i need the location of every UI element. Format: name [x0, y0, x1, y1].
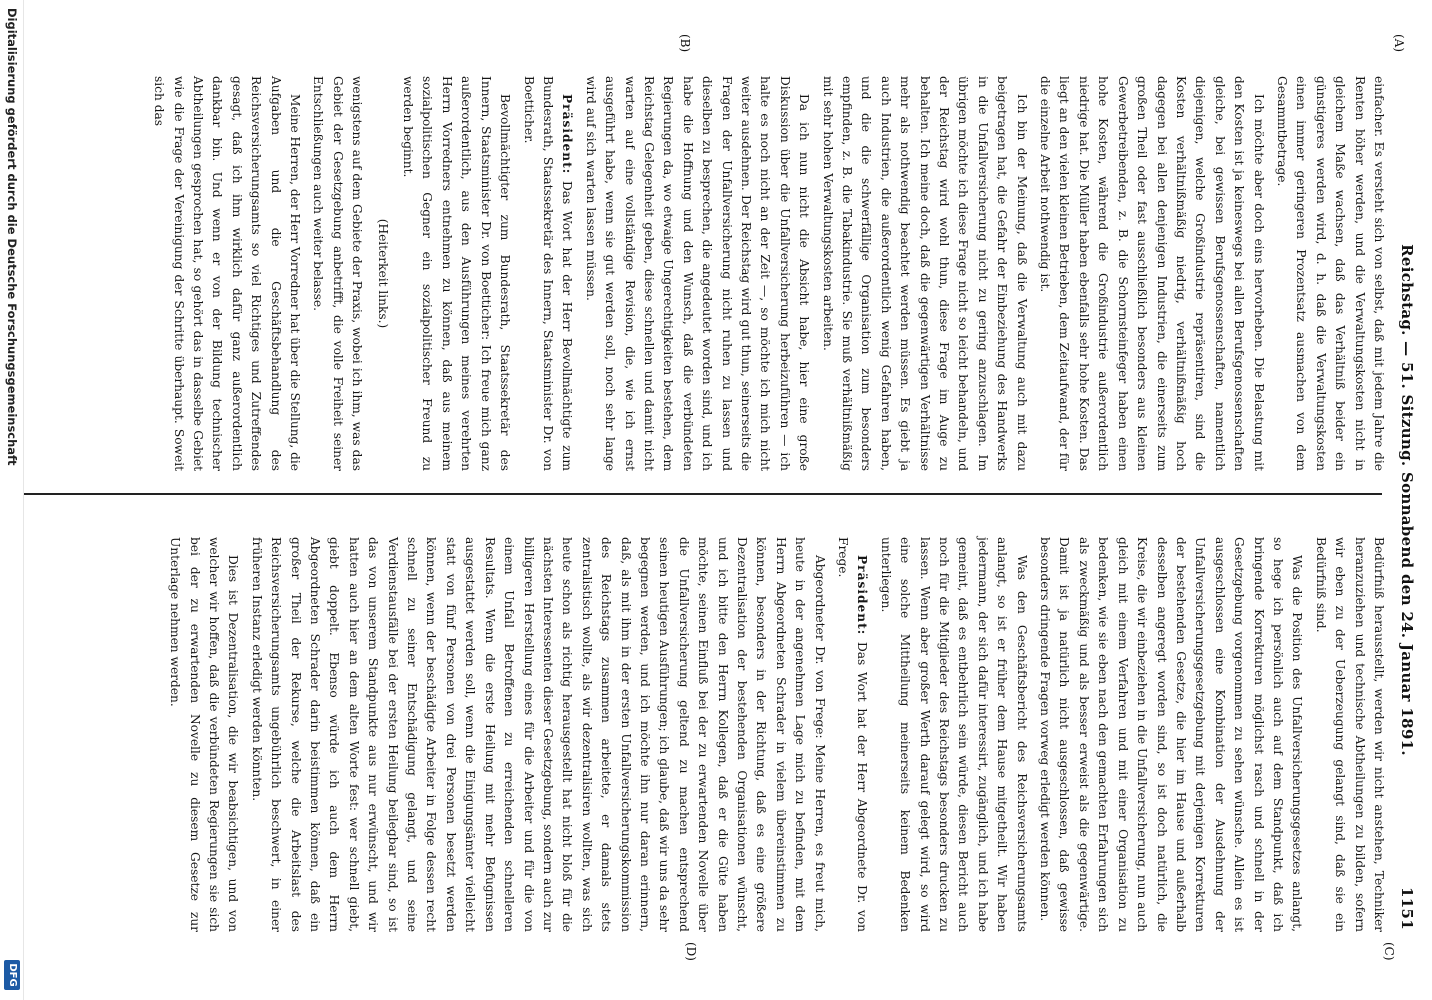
paragraph: wenigstens auf dem Gebiete der Praxis, wobei ich ihm, was das Gebiet der Gesetzgebung anbetrifft, die volle Freiheit seiner Entschließungen auch weiter belasse.	[311, 76, 365, 471]
paragraph: Was den Geschäftsbericht des Reichsversicherungsamts anlangt, so ist er früher dem Hause mitgetheilt. Wir haben jedermann, der sich dafür interessirt, zugänglich, und ich habe gemeint, daß es entbehrlich sein würde, diesen Bericht auch noch für die Mitglieder des Reichstags besonders drucken zu lassen. Wenn aber großer Werth darauf gelegt wird, so wird eine solche Mittheilung meinerseits keinem Bedenken unterliegen.	[878, 537, 1029, 932]
paragraph: Was die Position des Unfallversicherungsgesetzes anlangt, so hege ich persönlich auch auf dem Standpunkt, daß ich bringende Korrekturen möglichst rasch und schnell in der Gesetzgebung vorgenommen zu sehen wünsche. Allein es ist ausgeschlossen eine Kombination der Ausdehnung der Unfallversicherungsgesetzgebung mit derjenigen Korrekturen der bestehenden Gesetze, die hier im Hause und außerhalb desselben angeregt worden sind, so ist doch natürlich, die Kreise, die wir einbeziehen in die Unfallversicherung, nun auch gleich mit einem Verfahren und mit einer Organisation zu bedenken, wie sie eben nach den gemachten Erfahrungen sich als zweckmäßig und als besser erweist als die gegenwärtige. Damit ist ja natürlich nicht ausgeschlossen, daß gewisse besonders dringende Fragen vorweg erledigt werden können.	[1038, 537, 1305, 932]
stage-remark: (Heiterkeit links.)	[375, 218, 390, 329]
speaker-label: Präsident:	[855, 555, 870, 636]
speech-text: Das Wort hat der Herr Bevollmächtigte zum Bundesrath, Staatssekretär des Innern, Staatsminister Dr. von Boetticher.	[521, 76, 575, 471]
paragraph: Da ich nun nicht die Absicht habe, hier eine große Diskussion über die Unfallversicherung herbeizuführen — ich halte es noch nicht an der Zeit —, so möchte ich mich nicht weiter ausdehnen. Der Reichstag wird gut thun, seinerseits die Fragen der Unfallversicherung nicht ruhen zu lassen und dieselben zu besprechen, die angedeutet worden sind, und ich habe die Hoffnung und den Wunsch, daß die verbündeten Regierungen da, wo etwaige Ungerechtigkeiten bestehen, dem Reichstag Gelegenheit geben, diese schnellen und damit nicht warten auf eine vollständige Revision, die, wie ich ernst ausgeführt habe, wenn sie gut werden soll, noch sehr lange wird auf sich warten lassen müssen.	[583, 76, 812, 471]
speech-paragraph	[833, 537, 872, 932]
paragraph: Dies ist Dezentralisation, die wir beabsichtigen, und von welcher wir hoffen, daß die verbündeten Regierungen sie sich bei der zu erwartenden Novelle zu diesem Gesetze zur Unterlage nehmen werden.	[168, 537, 241, 932]
digitization-footer	[0, 0, 24, 1000]
block-marker-a: (A)	[1392, 34, 1406, 53]
speech-text: Das Wort hat der Herr Abgeordnete Dr. von Frege.	[836, 537, 870, 933]
block-marker-d: (D)	[684, 942, 698, 961]
running-head	[1394, 70, 1416, 930]
speaker-label: Präsident:	[560, 94, 575, 175]
block-marker-c: (C)	[1382, 942, 1396, 961]
funding-notice: Digitalisierung gefördert durch die Deutsche Forschungsgemeinschaft	[5, 8, 19, 466]
block-marker-b: (B)	[678, 34, 692, 53]
paragraph: Bedürfniß herausstellt, werden wir nicht anstehen, Techniker heranzuziehen und technische Abtheilungen zu bilden, sofern wir eben zu der Ueberzeugung gelangt sind, daß sie ein Bedürfniß sind.	[1313, 537, 1386, 932]
paragraph: Ich möchte aber doch eins hervorheben. Die Belastung mit den Kosten ist ja keineswegs bei allen Berufsgenossenschaften gleiche, bei gewissen Berufsgenossenschaften, namentlich diejenigen, welche Großindustrie repräsentiren, sind die Kosten verhältnißmäßig niedrig, verhältnißmäßig hoch dagegen bei allen denjenigen Industrien, die einerseits zum großen Theil oder fast ausschließlich besonders aus kleinen Gewerbetreibenden, z. B. die Schornsteinfeger haben einen hohe Kosten, während die Großindustrie außerordentlich niedrige hat. Die Müller haben ebenfalls sehr hohe Kosten. Das liegt an den vielen kleinen Betrieben, dem Zeitaufwand, der für die einzelne Arbeit nothwendig ist.	[1038, 76, 1266, 471]
left-column	[8, 76, 1388, 471]
paragraph: Ich bin der Meinung, daß die Verwaltung auch mit dazu beigetragen hat, die Gefahr der Einbeziehung des Handwerks in die Unfallversicherung nicht zu gering anzuschlagen. Im übrigen möchte ich diese Frage nicht so leicht behandeln, und der Reichstag wird wohl thun, diese Frage im Auge zu behalten. Ich meine doch, daß die gegenwärtigen Verhältnisse mehr als nothwendig beachtet werden müssen. Es giebt ja auch Industrien, die außerordentlich wenig Gefahren haben, und die die schwerfällige Organisation zum besonders empfinden, z. B. die Tabakindustrie. Sie muß verhältnißmäßig mit sehr hohen Verwaltungskosten arbeiten.	[820, 76, 1029, 471]
page-number: 1151	[1398, 887, 1416, 930]
paragraph: Bevollmächtigter zum Bundesrath, Staatssekretär des Innern, Staatsminister Dr. von Boetticher: Ich freue mich ganz außerordentlich, aus den Ausführungen meines verehrten Herrn Vorredners entnehmen zu können, daß aus meinem sozialpolitischen Gegner ein sozialpolitischer Freund zu werden beginnt.	[401, 76, 513, 471]
speech-paragraph	[518, 76, 576, 471]
running-head-title: Reichstag. — 51. Sitzung. Sonnabend den 24. Januar 1891.	[1398, 244, 1416, 756]
dfg-logo: DFG	[4, 960, 20, 990]
paragraph: einfacher. Es versteht sich von selbst, daß mit jedem Jahre die Renten höher werden, und die Verwaltungskosten nicht in gleichem Maße wachsen, daß das Verhältniß beider ein günstigeres werden wird, d. h. daß die Verwaltungskosten einen immer geringeren Prozentsatz ausmachen von dem Gesammtbetrage.	[1274, 76, 1386, 471]
paragraph: Abgeordneter Dr. von Frege: Meine Herren, es freut mich, heute in der angenehmen Lage mich zu befinden, mit dem Herrn Abgeordneten Schrader in vielem übereinstimmen zu können, besonders in der Richtung, daß es eine größere Dezentralisation der bestehenden Organisationen wünscht, und ich bitte den Herrn Kollegen, daß er die Güte haben möchte, seinen Einfluß bei der zu erwartenden Novelle über die Unfallversicherung geltend zu machen entsprechend seinen heutigen Ausführungen; ich glaube, daß wir uns da sehr begegnen werden, und ich möchte ihn nur daran erinnern, daß, als mit ihm in der ersten Unfallversicherungskommission des Reichstags zusammen arbeitete, er damals stets zentralistisch wollte, als wir dezentralisiren wollten, was sich heute schon als richtig herausgestellt hat nicht bloß für die nächsten Interessenten dieser Gesetzgebung, sondern auch zur billigeren Herstellung eines für die Arbeiter und für die von einem Unfall Betroffenen zu erreichenden schnelleren Resultats. Wenn die erste Heilung mit mehr Befugnissen ausgestattet werden soll, wenn die Einigungsämter vielleicht statt von fünf Personen von drei Personen besetzt werden können, wenn der beschädigte Arbeiter in Folge dessen recht schnell zu seiner Entschädigung gelangt, und seine Verdienstausfälle bei der ersten Heilung beilegbar sind, so ist das von unserem Standpunkte aus nur erwünscht, und wir hatten auch hier an dem alten Worte fest: wer schnell giebt, giebt doppelt. Ebenso würde ich auch dem Herrn Abgeordneten Schrader darin beistimmen können, daß ein großer Theil der Rekurse, welche die Arbeitslast des Reichsversicherungsamts ungebührlich beschwert, in einer früheren Instanz erledigt werden könnten.	[249, 537, 827, 932]
paragraph: Meine Herren, der Herr Vorredner hat über die Stellung, die Aufgaben und die Geschäftsbehandlung des Reichsversicherungsamts so viel Richtiges und Zutreffendes gesagt, daß ich ihm wirklich dafür ganz außerordentlich dankbar bin. Und wenn er von der Bildung technischer Abtheilungen gesprochen hat, so gehört das in dasselbe Gebiet wie die Frage der Vereinigung der Schritte überhaupt. Soweit sich das	[152, 76, 303, 472]
column-divider	[0, 493, 1382, 495]
right-column	[8, 537, 1388, 932]
